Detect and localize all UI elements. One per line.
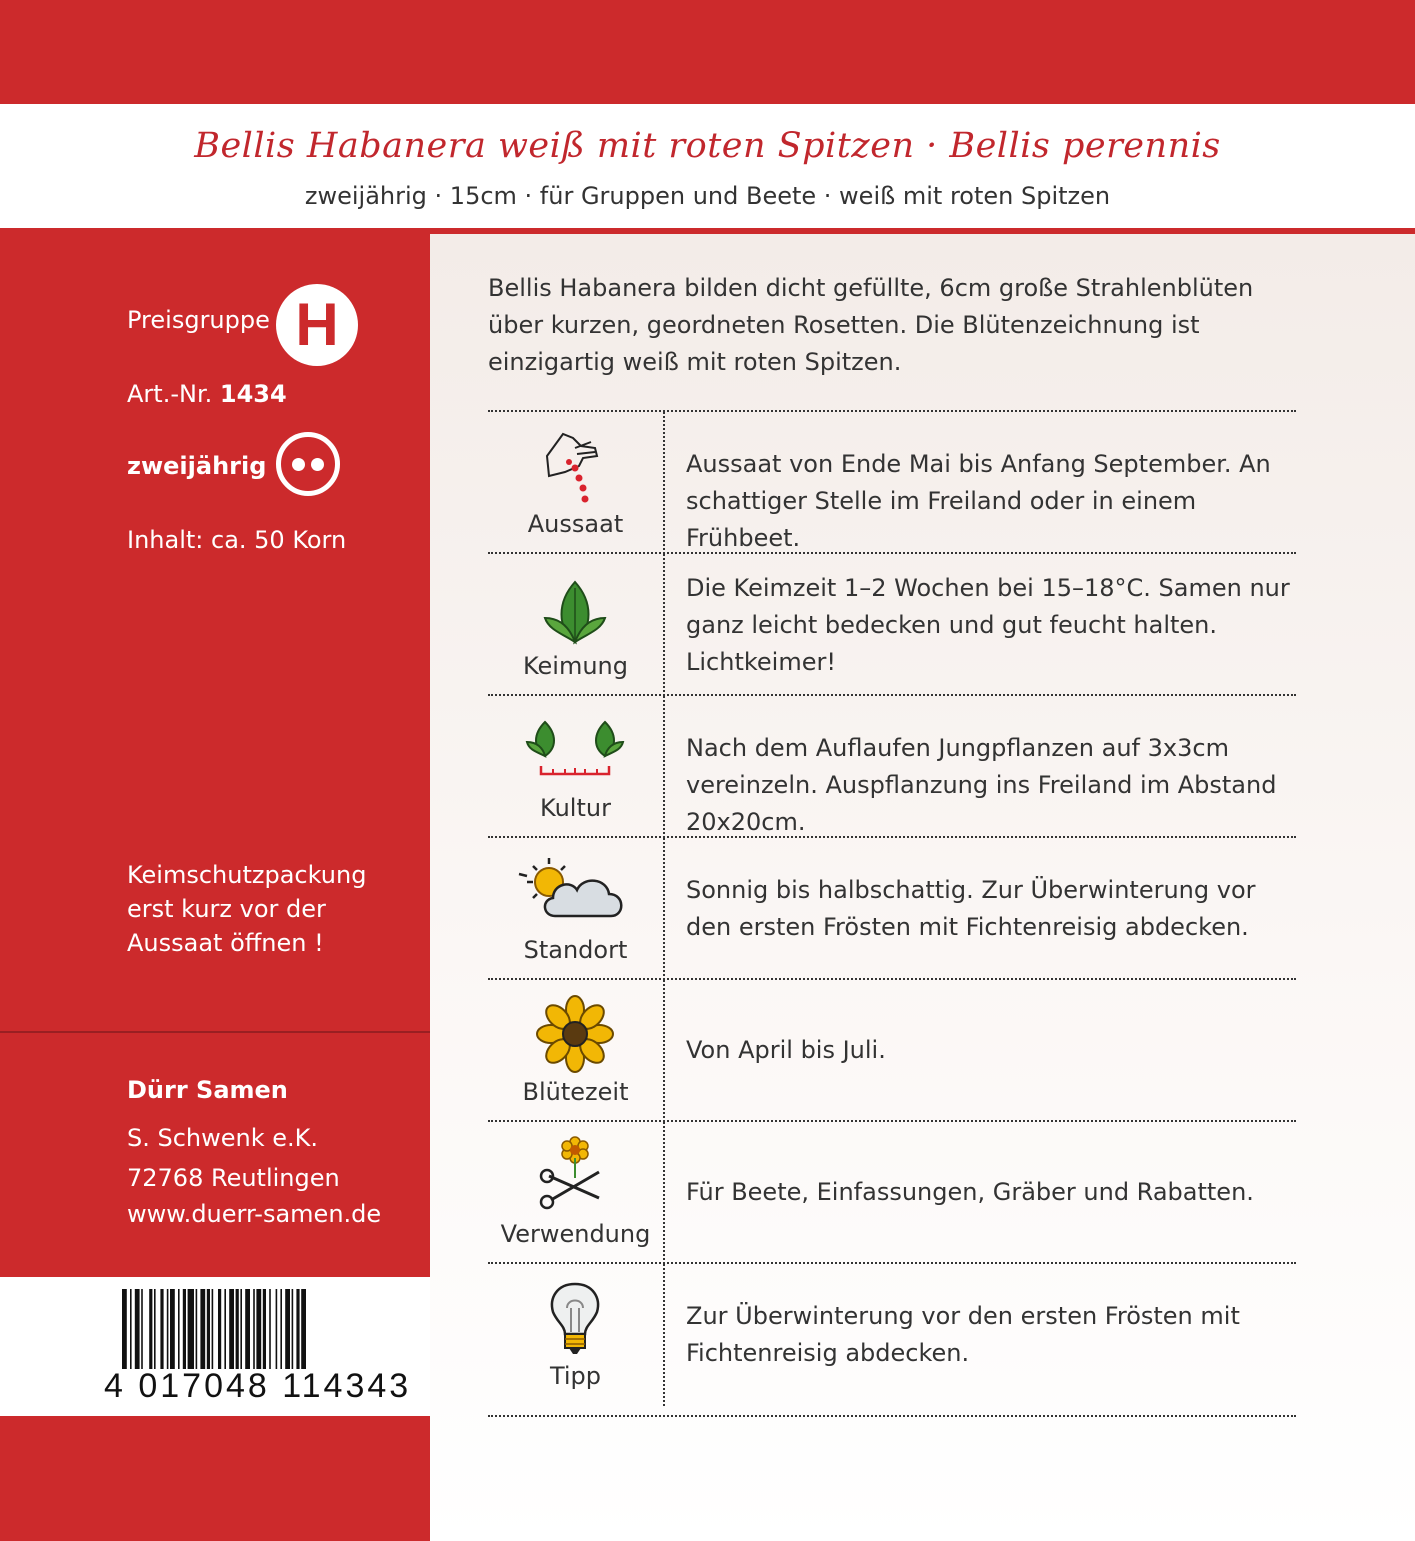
row-text: Nach dem Auflaufen Jungpflanzen auf 3x3cm vereinzeln. Auspflanzung ins Freiland im Abstand 20x20cm. bbox=[686, 734, 1277, 836]
company-city: 72768 Reutlingen bbox=[127, 1164, 340, 1192]
info-row-keimung bbox=[488, 552, 1296, 696]
row-text: Sonnig bis halbschattig. Zur Überwinterung vor den ersten Frösten mit Fichtenreisig abdecken. bbox=[686, 876, 1256, 941]
sun-cloud-icon bbox=[515, 852, 635, 932]
seedling-icon bbox=[535, 568, 615, 648]
spacing-plants-icon bbox=[525, 710, 625, 790]
row-label: Kultur bbox=[540, 794, 611, 822]
company-owner: S. Schwenk e.K. bbox=[127, 1124, 319, 1152]
row-label: Aussaat bbox=[527, 510, 624, 538]
cycle-label: zweijährig bbox=[127, 452, 267, 480]
art-nr bbox=[127, 380, 287, 408]
row-text: Von April bis Juli. bbox=[686, 1036, 886, 1064]
info-row-verwendung bbox=[488, 1120, 1296, 1264]
intro-text: Bellis Habanera bilden dicht gefüllte, 6cm große Strahlenblüten über kurzen, geordneten Rosetten. Die Blütenzeichnung ist einzigartig weiß mit roten Spitzen. bbox=[488, 274, 1254, 376]
row-label: Blütezeit bbox=[522, 1078, 629, 1106]
scissors-flower-icon bbox=[535, 1136, 615, 1216]
barcode-number: 4 017048 114343 bbox=[104, 1367, 412, 1405]
row-text: Für Beete, Einfassungen, Gräber und Rabatten. bbox=[686, 1178, 1254, 1206]
info-row-bluetezeit bbox=[488, 978, 1296, 1122]
art-nr-value: 1434 bbox=[219, 380, 287, 408]
flower-icon bbox=[535, 994, 615, 1074]
row-text: Zur Überwinterung vor den ersten Frösten mit Fichtenreisig abdecken. bbox=[686, 1302, 1240, 1367]
hand-sowing-icon bbox=[535, 426, 615, 506]
table-bottom-rule bbox=[488, 1415, 1296, 1417]
product-subtitle: zweijährig · 15cm · für Gruppen und Beete · weiß mit roten Spitzen bbox=[304, 182, 1111, 210]
light-bulb-icon bbox=[535, 1278, 615, 1358]
row-text: Aussaat von Ende Mai bis Anfang September. An schattiger Stelle im Freiland oder in einem Frühbeet. bbox=[686, 450, 1271, 552]
info-row-kultur bbox=[488, 694, 1296, 838]
price-group-value: H bbox=[295, 291, 339, 358]
company-website[interactable]: www.duerr-samen.de bbox=[127, 1200, 382, 1228]
content-label: Inhalt: ca. 50 Korn bbox=[127, 526, 347, 554]
art-nr-label: Art.-Nr. bbox=[127, 380, 213, 408]
row-label: Tipp bbox=[549, 1362, 602, 1390]
row-text: Die Keimzeit 1–2 Wochen bei 15–18°C. Samen nur ganz leicht bedecken und gut feucht halten. Lichtkeimer! bbox=[686, 574, 1290, 676]
content-panel bbox=[430, 234, 1415, 1541]
top-red-band bbox=[0, 0, 1415, 104]
sidebar-divider bbox=[0, 1031, 430, 1033]
price-group-badge bbox=[276, 284, 358, 366]
company-name: Dürr Samen bbox=[127, 1076, 288, 1104]
biennial-icon bbox=[276, 432, 340, 496]
sidebar-bottom-band bbox=[0, 1416, 430, 1541]
barcode bbox=[0, 1277, 430, 1416]
info-row-standort bbox=[488, 836, 1296, 980]
row-label: Verwendung bbox=[500, 1220, 651, 1248]
protection-note: Keimschutzpackung erst kurz vor der Aussaat öffnen ! bbox=[127, 861, 367, 957]
sidebar bbox=[0, 234, 430, 1277]
row-label: Standort bbox=[523, 936, 628, 964]
price-group-label: Preisgruppe bbox=[127, 306, 270, 334]
product-title: Bellis Habanera weiß mit roten Spitzen · Bellis perennis bbox=[194, 126, 1221, 166]
header bbox=[0, 104, 1415, 228]
info-row-aussaat bbox=[488, 410, 1296, 554]
info-row-tipp bbox=[488, 1262, 1296, 1406]
row-label: Keimung bbox=[522, 652, 628, 680]
